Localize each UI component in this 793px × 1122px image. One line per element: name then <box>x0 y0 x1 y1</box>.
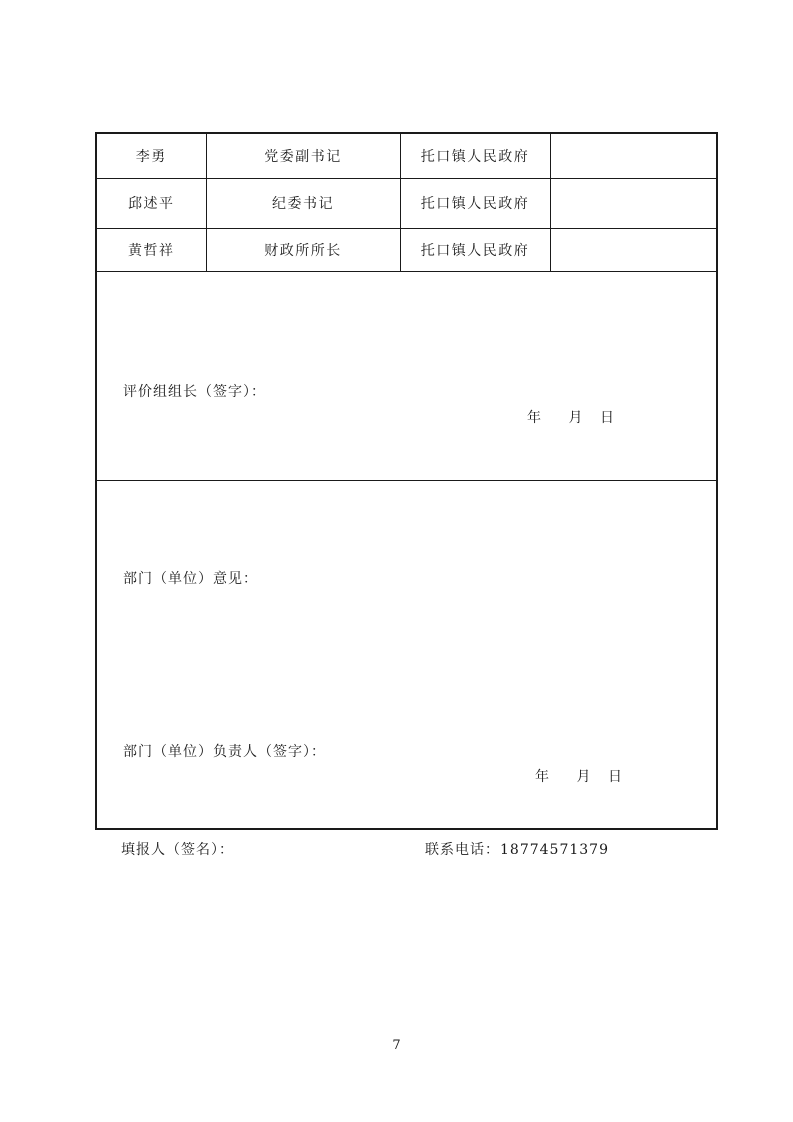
day-label: 日 <box>608 768 624 785</box>
member-note-cell <box>550 228 717 271</box>
department-head-sign-label: 部门（单位）负责人（签字）： <box>123 743 326 760</box>
department-opinion-label: 部门（单位）意见： <box>123 570 258 587</box>
member-name-cell: 李勇 <box>96 133 206 178</box>
member-title-cell: 党委副书记 <box>206 133 400 178</box>
evaluation-form-table <box>95 132 718 830</box>
contact-phone-label: 联系电话： <box>425 842 500 858</box>
member-org-cell: 托口镇人民政府 <box>400 178 550 228</box>
filler-signature-label: 填报人（签名）： <box>121 842 234 858</box>
table-row <box>96 133 717 178</box>
member-title-cell: 财政所所长 <box>206 228 400 271</box>
member-org-cell: 托口镇人民政府 <box>400 133 550 178</box>
member-name-cell: 黄哲祥 <box>96 228 206 271</box>
month-label: 月 <box>568 409 584 426</box>
evaluator-signature-section <box>96 271 717 480</box>
table-row <box>96 178 717 228</box>
department-opinion-section <box>96 480 717 829</box>
day-label: 日 <box>600 409 616 426</box>
department-opinion-row <box>96 480 717 829</box>
evaluator-date-line <box>527 410 616 427</box>
year-label: 年 <box>535 768 551 785</box>
table-row <box>96 228 717 271</box>
page-number: 7 <box>392 1038 401 1053</box>
evaluator-signature-row <box>96 271 717 480</box>
member-note-cell <box>550 133 717 178</box>
member-note-cell <box>550 178 717 228</box>
contact-phone-number: 18774571379 <box>500 842 609 858</box>
contact-phone-line <box>425 842 609 859</box>
member-name-cell: 邱述平 <box>96 178 206 228</box>
member-org-cell: 托口镇人民政府 <box>400 228 550 271</box>
evaluator-leader-sign-label: 评价组组长（签字）： <box>123 383 266 400</box>
department-date-line <box>535 769 624 786</box>
month-label: 月 <box>576 768 592 785</box>
year-label: 年 <box>527 409 543 426</box>
member-title-cell: 纪委书记 <box>206 178 400 228</box>
